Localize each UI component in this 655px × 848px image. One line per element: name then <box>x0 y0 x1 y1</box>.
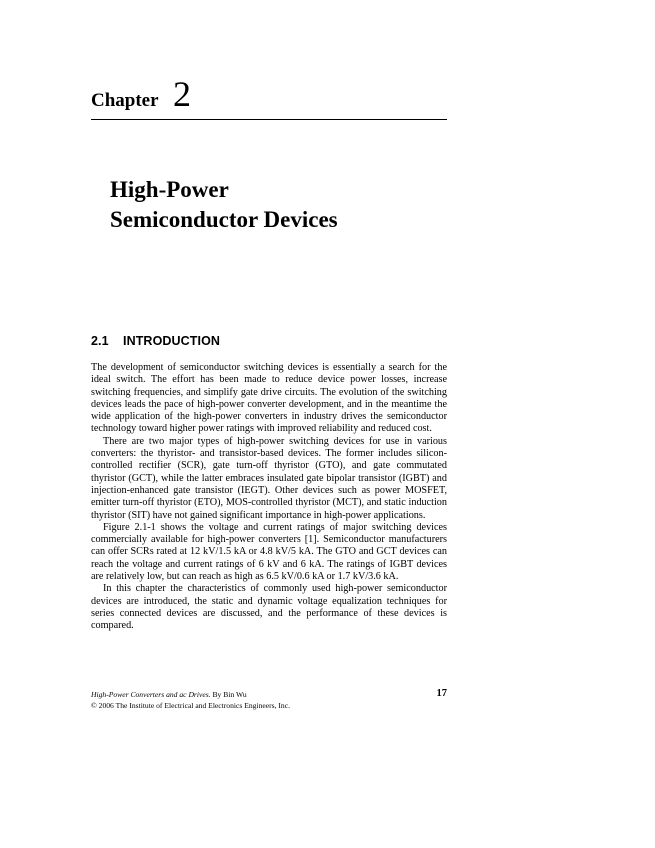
chapter-title <box>110 175 450 235</box>
paragraph-4: In this chapter the characteristics of commonly used high-power semiconductor devices are introduced, the static and dynamic voltage equalization techniques for series connected devices are discussed, and the performance of these devices is compared. <box>91 583 447 632</box>
chapter-label: Chapter <box>91 90 159 111</box>
body-text <box>91 362 447 633</box>
section-heading <box>91 334 220 348</box>
chapter-number: 2 <box>173 74 191 114</box>
paragraph-3: Figure 2.1-1 shows the voltage and current ratings of major switching devices commercially available for high-power converters [1]. Semiconductor manufacturers can offer SCRs rated at 12 kV/1.5 kA or 4.8 kV/5 kA. The GTO and GCT devices can reach the voltage and current ratings of 6 kV and 6 kA. The ratings of IGBT devices are relatively low, but can reach as high as 6.5 kV/0.6 kA or 1.7 kV/3.6 kA. <box>91 521 447 583</box>
footer-author: By Bin Wu <box>210 690 247 699</box>
page-footer <box>91 690 447 711</box>
chapter-title-line-1: High-Power <box>110 177 229 202</box>
chapter-title-line-2: Semiconductor Devices <box>110 207 338 232</box>
footer-book-title: High-Power Converters and ac Drives. <box>91 690 211 699</box>
page-number: 17 <box>436 688 447 699</box>
section-title: INTRODUCTION <box>123 334 221 348</box>
footer-copyright: © 2006 The Institute of Electrical and Electronics Engineers, Inc. <box>91 700 290 710</box>
chapter-header <box>91 74 447 120</box>
footer-citation <box>91 690 447 701</box>
section-number: 2.1 <box>91 334 109 348</box>
paragraph-2: There are two major types of high-power switching devices for use in various converters: the thyristor- and transistor-based devices. The former includes silicon-controlled rectifier (SCR), gate turn-off thyristor (GTO), and gate commutated thyristor (GCT), while the latter embraces insulated gate bipolar transistor (IGBT) and injection-enhanced gate transistor (IEGT). Other devices such as power MOSFET, emitter turn-off thyristor (ETO), MOS-controlled thyristor (MCT), and static induction thyristor (SIT) have not gained significant importance in high-power applications. <box>91 435 447 521</box>
paragraph-1: The development of semiconductor switching devices is essentially a search for the ideal switch. The effort has been made to reduce device power losses, increase switching frequencies, and simplify gate drive circuits. The evolution of the switching devices leads the pace of high-power converter development, and in the meantime the wide application of the high-power converters in industry drives the semiconductor technology toward higher power ratings with improved reliability and reduced cost. <box>91 362 447 435</box>
